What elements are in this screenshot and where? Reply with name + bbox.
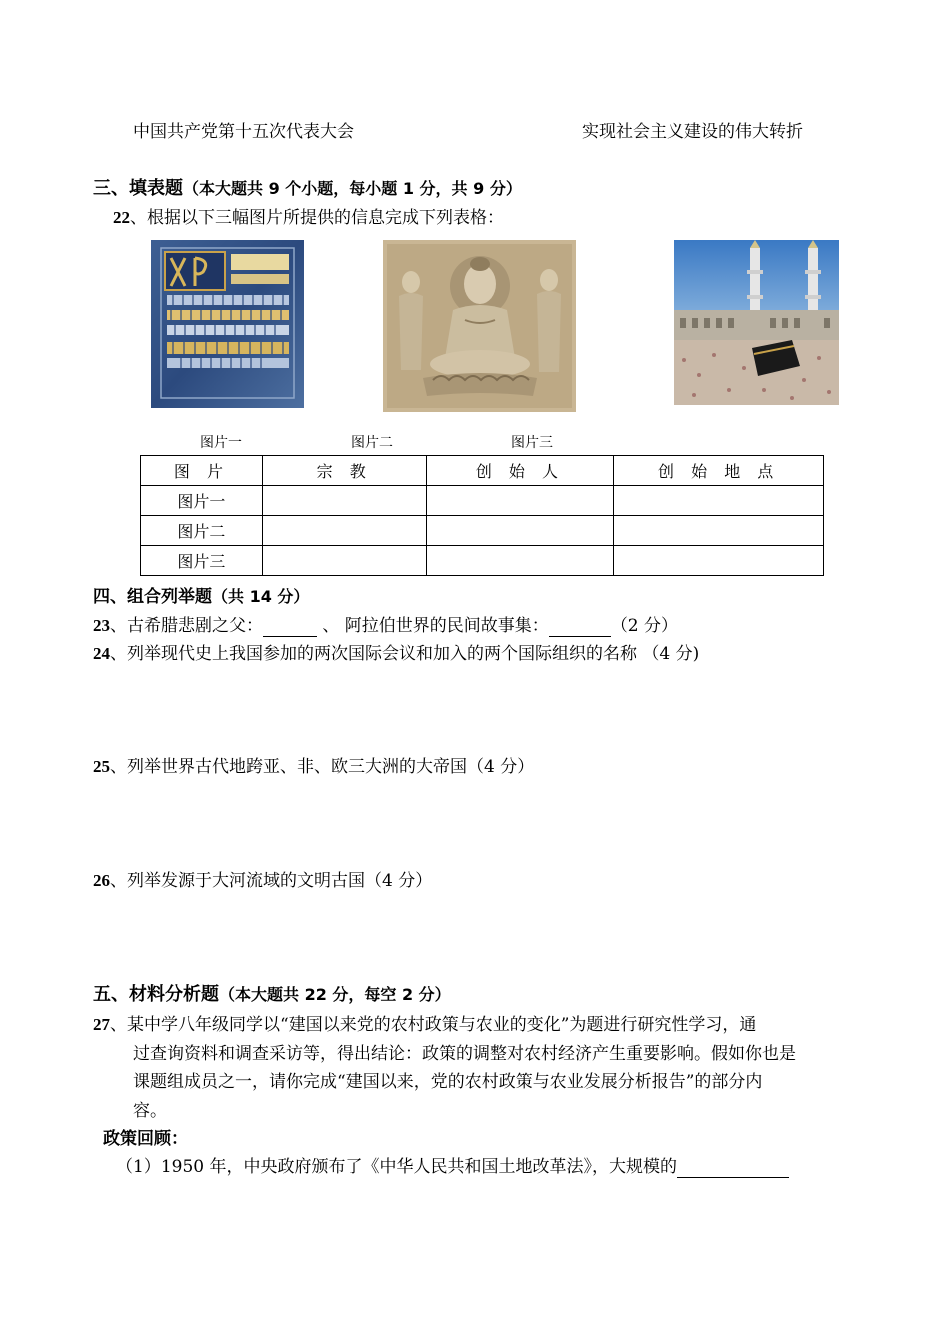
picture-3-kaaba: [674, 240, 839, 405]
caption-picture-3: 图片三: [511, 435, 553, 451]
table-row: [141, 546, 824, 576]
caption-picture-2: 图片二: [351, 435, 393, 451]
question-number: 25: [93, 757, 110, 776]
table-row: [141, 486, 824, 516]
table-row-label: 图片二: [141, 516, 263, 546]
answer-cell[interactable]: [614, 516, 824, 546]
question-text: 、某中学八年级同学以“建国以来党的农村政策与农业的变化”为题进行研究性学习，通: [110, 1015, 757, 1035]
picture-1-manuscript: [151, 240, 304, 408]
top-line-left: 中国共产党第十五次代表大会: [133, 122, 354, 142]
table-header-row: [141, 456, 824, 486]
answer-cell[interactable]: [262, 546, 426, 576]
question-text: 、列举现代史上我国参加的两次国际会议和加入的两个国际组织的名称 （4 分): [110, 644, 700, 664]
question-text: 、列举世界古代地跨亚、非、欧三大洲的大帝国（4 分）: [110, 757, 535, 777]
section4-subtitle: （共 14 分）: [212, 587, 310, 606]
section5-title: 五、材料分析题: [93, 984, 219, 1005]
question-text: 、 阿拉伯世界的民间故事集：: [317, 616, 549, 636]
manuscript-image: [151, 240, 304, 408]
top-line-right: 实现社会主义建设的伟大转折: [582, 122, 803, 142]
caption-picture-1: 图片一: [200, 435, 242, 451]
question-24: [93, 639, 699, 664]
table-row-label: 图片一: [141, 486, 263, 516]
answer-cell[interactable]: [426, 516, 614, 546]
answer-blank[interactable]: [263, 616, 317, 637]
buddha-image: [383, 240, 576, 412]
question-27-line4: 容。: [133, 1101, 167, 1121]
answer-cell[interactable]: [426, 546, 614, 576]
table-header-cell: 图 片: [141, 456, 263, 486]
question-text: 、列举发源于大河流域的文明古国（4 分）: [110, 871, 433, 891]
table-header-cell: 创 始 人: [426, 456, 614, 486]
answer-table: [140, 455, 824, 576]
table-row: [141, 516, 824, 546]
question-text: 、根据以下三幅图片所提供的信息完成下列表格：: [130, 208, 504, 228]
question-22: [113, 203, 504, 228]
question-number: 23: [93, 616, 110, 635]
answer-cell[interactable]: [614, 546, 824, 576]
section3-title: 三、填表题: [93, 178, 183, 199]
answer-cell[interactable]: [614, 486, 824, 516]
question-text: 、古希腊悲剧之父：: [110, 616, 263, 636]
section4-heading: [93, 582, 309, 607]
section5-heading: [93, 980, 451, 1006]
policy-item-1: [116, 1152, 789, 1178]
question-27-line3: 课题组成员之一，请你完成“建国以来，党的农村政策与农业发展分析报告”的部分内: [133, 1072, 763, 1092]
table-row-label: 图片三: [141, 546, 263, 576]
picture-2-buddha-relief: [383, 240, 576, 412]
question-number: 26: [93, 871, 110, 890]
question-23: [93, 611, 678, 637]
question-25: [93, 752, 534, 777]
question-text: （2 分）: [610, 616, 679, 636]
answer-blank[interactable]: [549, 616, 611, 637]
section3-subtitle: （本大题共 9 个小题，每小题 1 分，共 9 分）: [183, 179, 522, 198]
kaaba-image: [674, 240, 839, 405]
question-number: 24: [93, 644, 110, 663]
answer-cell[interactable]: [426, 486, 614, 516]
policy-item-text: （1）1950 年，中央政府颁布了《中华人民共和国土地改革法》，大规模的: [116, 1157, 677, 1177]
answer-blank[interactable]: [677, 1157, 789, 1178]
question-27-line1: [93, 1010, 756, 1035]
section5-subtitle: （本大题共 22 分，每空 2 分）: [219, 985, 451, 1004]
question-27-line2: 过查询资料和调查采访等，得出结论：政策的调整对农村经济产生重要影响。假如你也是: [133, 1044, 796, 1064]
answer-cell[interactable]: [262, 486, 426, 516]
question-26: [93, 866, 432, 891]
question-number: 27: [93, 1015, 110, 1034]
question-number: 22: [113, 208, 130, 227]
table-header-cell: 宗 教: [262, 456, 426, 486]
section3-heading: [93, 174, 522, 200]
policy-review-label: 政策回顾：: [103, 1129, 188, 1149]
table-header-cell: 创 始 地 点: [614, 456, 824, 486]
answer-cell[interactable]: [262, 516, 426, 546]
section4-title: 四、组合列举题: [93, 587, 212, 607]
